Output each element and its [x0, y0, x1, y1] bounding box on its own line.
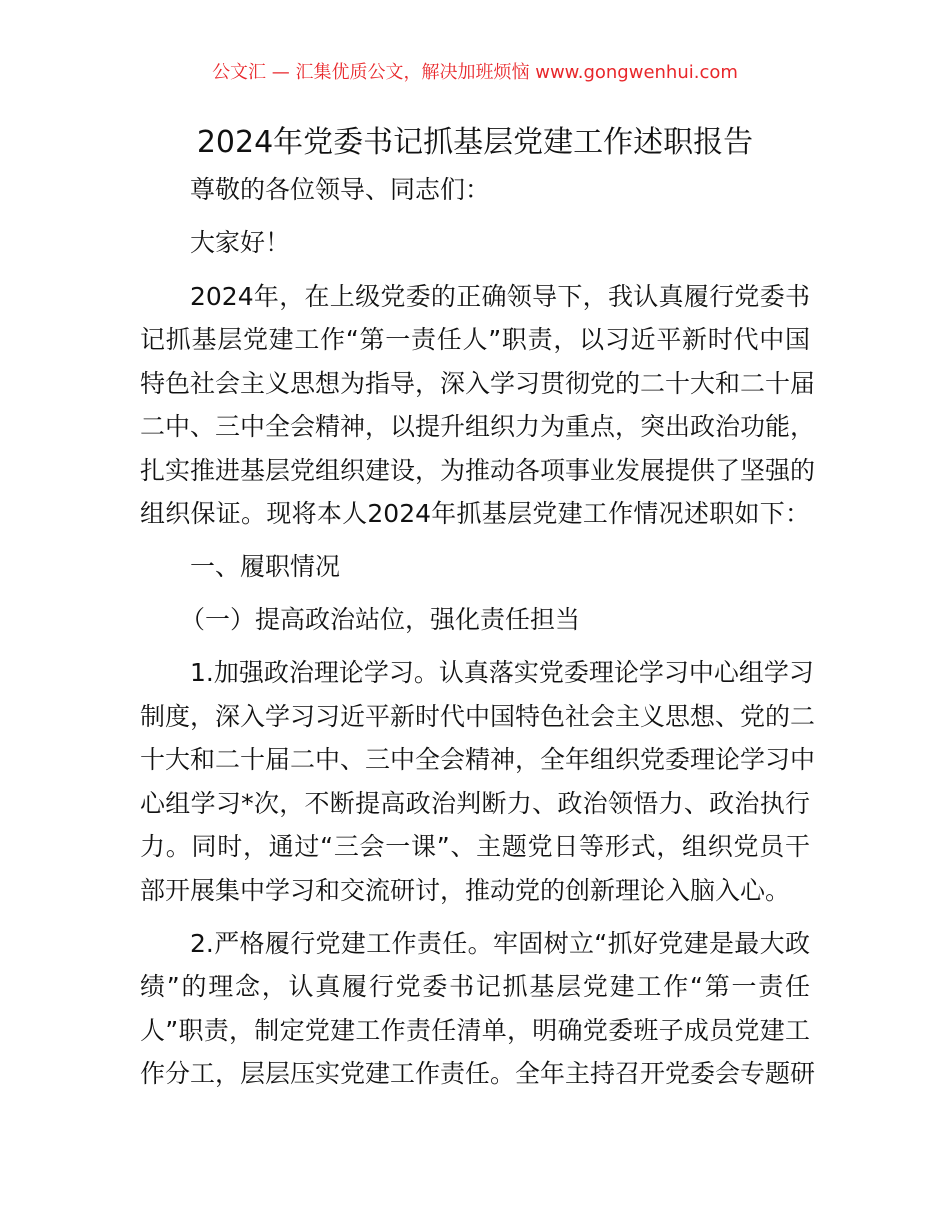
paragraph-line: 制度，深入学习习近平新时代中国特色社会主义思想、党的二 [140, 702, 816, 731]
paragraph-line: 记抓基层党建工作“第一责任人”职责，以习近平新时代中国 [140, 325, 810, 354]
paragraph-line: 1.加强政治理论学习。认真落实党委理论学习中心组学习 [190, 658, 814, 687]
greeting: 大家好！ [190, 228, 291, 257]
paragraph-line: 力。同时，通过“三会一课”、主题党日等形式，组织党员干 [140, 832, 810, 861]
paragraph-line: 部开展集中学习和交流研讨，推动党的创新理论入脑入心。 [140, 876, 791, 905]
paragraph-line: 扎实推进基层党组织建设，为推动各项事业发展提供了坚强的 [140, 456, 816, 485]
subsection-heading: （一）提高政治站位，强化责任担当 [180, 605, 581, 634]
paragraph-line: 特色社会主义思想为指导，深入学习贯彻党的二十大和二十届 [140, 369, 816, 398]
paragraph-line: 作分工，层层压实党建工作责任。全年主持召开党委会专题研 [140, 1059, 816, 1088]
paragraph-line: 十大和二十届二中、三中全会精神，全年组织党委理论学习中 [140, 745, 816, 774]
paragraph-line: 绩”的理念，认真履行党委书记抓基层党建工作“第一责任 [140, 972, 810, 1001]
salutation: 尊敬的各位领导、同志们： [190, 175, 491, 204]
paragraph-line: 2024年，在上级党委的正确领导下，我认真履行党委书 [190, 282, 810, 311]
paragraph-line: 人”职责，制定党建工作责任清单，明确党委班子成员党建工 [140, 1016, 810, 1045]
paragraph-line: 组织保证。现将本人2024年抓基层党建工作情况述职如下： [140, 499, 810, 528]
section-heading: 一、履职情况 [190, 552, 341, 581]
paragraph-line: 心组学习*次，不断提高政治判断力、政治领悟力、政治执行 [140, 789, 810, 818]
document-title: 2024年党委书记抓基层党建工作述职报告 [196, 125, 754, 160]
paragraph-line: 2.严格履行党建工作责任。牢固树立“抓好党建是最大政 [190, 929, 810, 958]
paragraph-line: 二中、三中全会精神，以提升组织力为重点，突出政治功能， [140, 412, 816, 441]
watermark-header: 公文汇 — 汇集优质公文，解决加班烦恼 www.gongwenhui.com [212, 62, 738, 83]
